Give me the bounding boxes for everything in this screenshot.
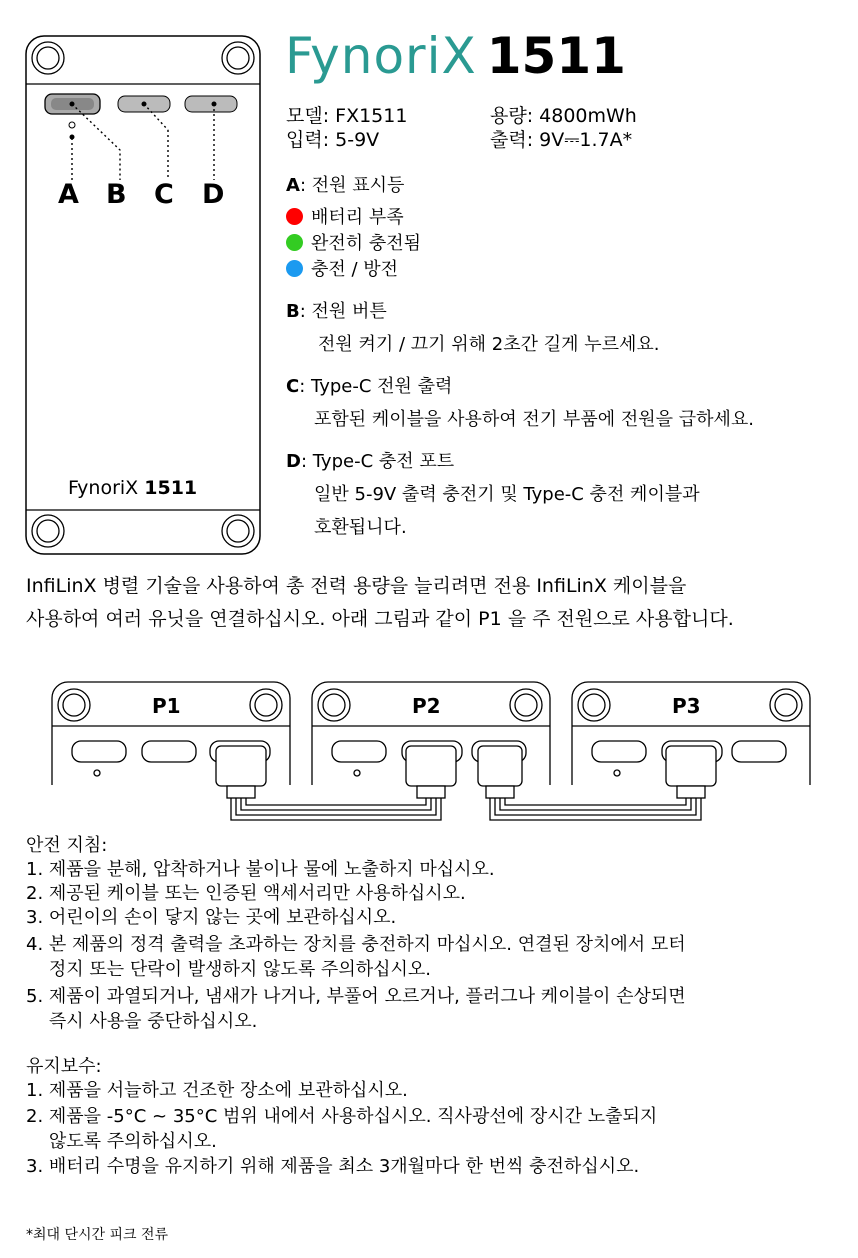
led-indicator (69, 122, 75, 128)
footnote: *최대 단시간 피크 전류 (26, 1227, 169, 1243)
device-label-name: FynoriX (68, 477, 139, 499)
label-a-title: : 전원 표시등 (299, 175, 405, 196)
label-b-title: : 전원 버튼 (299, 301, 387, 322)
letter-b: B (106, 179, 127, 210)
brand-name: FynoriX (285, 27, 477, 85)
port-d-shape (185, 96, 237, 112)
safety-line: 즉시 사용을 중단하십시오. (26, 1011, 258, 1032)
label-c-key: C (286, 376, 300, 397)
label-b-heading (286, 300, 387, 324)
cable-p2-p3 (490, 798, 701, 820)
safety-line: 3. 어린이의 손이 닿지 않는 곳에 보관하십시오. (26, 907, 397, 928)
safety-title: 안전 지침: (26, 835, 108, 856)
cable-p1-p2 (231, 798, 441, 820)
screw-icon (32, 42, 254, 547)
led-item-text: 충전 / 방전 (311, 259, 399, 280)
label-d-key: D (286, 451, 301, 472)
label-c-desc: 포함된 케이블을 사용하여 전기 부품에 전원을 급하세요. (314, 409, 754, 430)
letter-c: C (154, 179, 174, 210)
letter-d: D (202, 179, 225, 210)
intro-line-1: InfiLinX 병렬 기술을 사용하여 총 전력 용량을 늘리려면 전용 InfiLinX 케이블을 (26, 575, 687, 597)
brand-title (285, 28, 626, 84)
maintenance-line: 1. 제품을 서늘하고 건조한 장소에 보관하십시오. (26, 1080, 408, 1101)
label-d-heading (286, 450, 454, 474)
green-dot-icon (286, 234, 303, 251)
letter-a: A (58, 179, 79, 210)
label-d-desc-1: 일반 5-9V 출력 충전기 및 Type-C 충전 케이블과 (314, 484, 700, 505)
spec-capacity: 용량: 4800mWh (490, 105, 637, 127)
safety-line: 2. 제공된 케이블 또는 인증된 액세서리만 사용하십시오. (26, 883, 466, 904)
led-item-full (286, 232, 421, 256)
led-item-text: 배터리 부족 (311, 207, 404, 228)
label-c-title: : Type-C 전원 출력 (299, 376, 453, 397)
unit-label-p2: P2 (412, 694, 441, 718)
led-item-text: 완전히 충전됨 (311, 233, 422, 254)
safety-line: 1. 제품을 분해, 압착하거나 불이나 물에 노출하지 마십시오. (26, 859, 495, 880)
brand-model: 1511 (486, 27, 626, 85)
device-label (68, 477, 197, 499)
intro-line-2: 사용하여 여러 유닛을 연결하십시오. 아래 그림과 같이 P1 을 주 전원으로 사용합니다. (26, 608, 734, 630)
label-d-title: : Type-C 충전 포트 (300, 451, 455, 472)
label-b-desc: 전원 켜기 / 끄기 위해 2초간 길게 누르세요. (318, 334, 660, 355)
spec-model: 모델: FX1511 (286, 105, 408, 127)
maintenance-line: 2. 제품을 -5°C ~ 35°C 범위 내에서 사용하십시오. 직사광선에 장시간 노출되지 (26, 1106, 658, 1127)
safety-line: 정지 또는 단락이 발생하지 않도록 주의하십시오. (26, 959, 431, 980)
label-c-heading (286, 375, 452, 399)
cable-plug (216, 746, 716, 798)
unit-label-p1: P1 (152, 694, 181, 718)
red-dot-icon (286, 208, 303, 225)
maintenance-line: 3. 배터리 수명을 유지하기 위해 제품을 최소 3개월마다 한 번씩 충전하십시오. (26, 1156, 640, 1177)
led-item-charging (286, 258, 398, 282)
spec-output: 출력: 9V⎓1.7A* (490, 129, 633, 151)
unit-label-p3: P3 (672, 694, 701, 718)
maintenance-title: 유지보수: (26, 1056, 102, 1077)
label-b-key: B (286, 301, 300, 322)
safety-line: 4. 본 제품의 정격 출력을 초과하는 장치를 충전하지 마십시오. 연결된 장치에서 모터 (26, 934, 686, 955)
label-a-key: A (286, 175, 300, 196)
device-label-model: 1511 (144, 477, 198, 499)
label-a-heading (286, 174, 404, 198)
spec-input: 입력: 5-9V (286, 129, 380, 151)
safety-line: 5. 제품이 과열되거나, 냄새가 나거나, 부풀어 오르거나, 플러그나 케이블이 손상되면 (26, 986, 686, 1007)
led-item-low (286, 206, 404, 230)
label-d-desc-2: 호환됩니다. (314, 517, 407, 538)
maintenance-line: 않도록 주의하십시오. (26, 1131, 217, 1152)
blue-dot-icon (286, 260, 303, 277)
